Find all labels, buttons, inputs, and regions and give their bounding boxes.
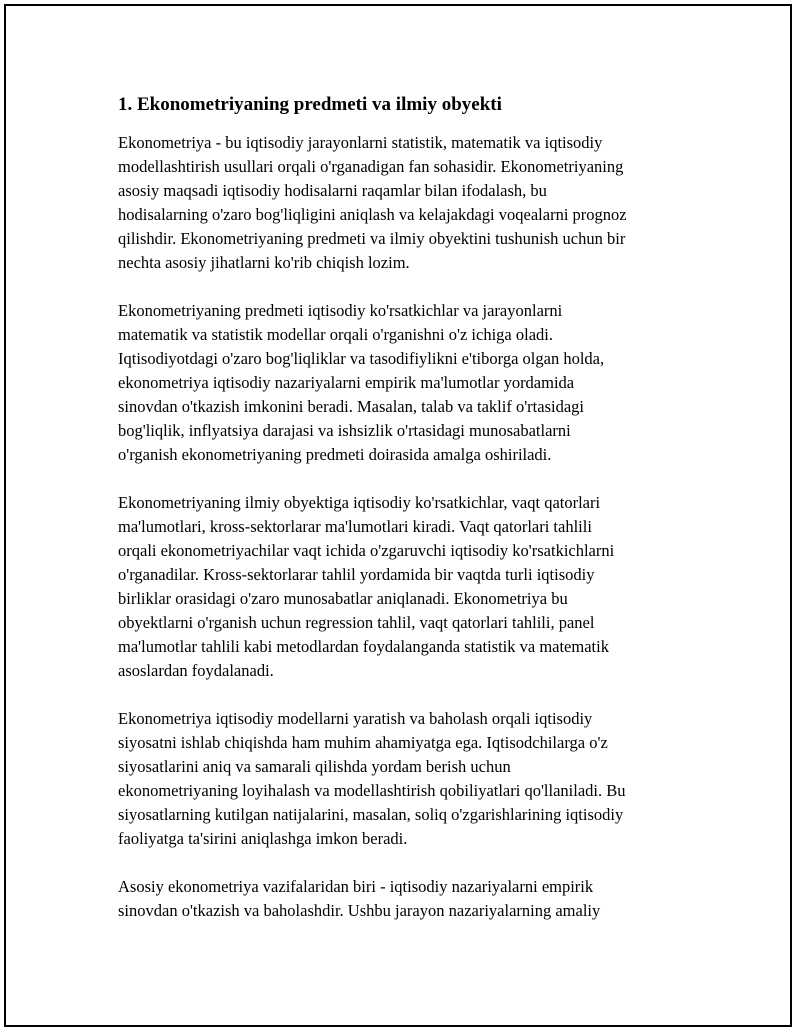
text-line: qilishdir. Ekonometriyaning predmeti va ilmiy obyektini tushunish uchun bir: [118, 229, 626, 248]
text-line: ma'lumotlar tahlili kabi metodlardan foydalanganda statistik va matematik: [118, 637, 609, 656]
text-line: nechta asosiy jihatlarni ko'rib chiqish lozim.: [118, 253, 410, 272]
text-line: Ekonometriya - bu iqtisodiy jarayonlarni statistik, matematik va iqtisodiy: [118, 133, 603, 152]
text-line: obyektlarni o'rganish uchun regression tahlil, vaqt qatorlari tahlili, panel: [118, 613, 595, 632]
text-line: ekonometriyaning loyihalash va modellashtirish qobiliyatlari qo'llaniladi. Bu: [118, 781, 626, 800]
text-line: matematik va statistik modellar orqali o'rganishni o'z ichiga oladi.: [118, 325, 553, 344]
text-line: bog'liqlik, inflyatsiya darajasi va ishsizlik o'rtasidagi munosabatlarni: [118, 421, 571, 440]
text-line: orqali ekonometriyachilar vaqt ichida o'zgaruvchi iqtisodiy ko'rsatkichlarni: [118, 541, 615, 560]
text-line: siyosatlarning kutilgan natijalarini, masalan, soliq o'zgarishlarining iqtisodiy: [118, 805, 624, 824]
text-line: modellashtirish usullari orqali o'rganadigan fan sohasidir. Ekonometriyaning: [118, 157, 624, 176]
text-line: ekonometriya iqtisodiy nazariyalarni empirik ma'lumotlar yordamida: [118, 373, 575, 392]
text-line: o'rganadilar. Kross-sektorlarar tahlil yordamida bir vaqtda turli iqtisodiy: [118, 565, 595, 584]
text-line: ma'lumotlari, kross-sektorlarar ma'lumotlari kiradi. Vaqt qatorlari tahlili: [118, 517, 592, 536]
text-line: faoliyatga ta'sirini aniqlashga imkon beradi.: [118, 829, 408, 848]
paragraph-1: [118, 131, 698, 275]
section-heading: 1. Ekonometriyaning predmeti va ilmiy obyekti: [118, 94, 502, 115]
paragraph-5: [118, 875, 698, 923]
text-line: siyosatni ishlab chiqishda ham muhim ahamiyatga ega. Iqtisodchilarga o'z: [118, 733, 608, 752]
text-line: hodisalarning o'zaro bog'liqligini aniqlash va kelajakdagi voqealarni prognoz: [118, 205, 627, 224]
text-line: asosiy maqsadi iqtisodiy hodisalarni raqamlar bilan ifodalash, bu: [118, 181, 547, 200]
text-line: siyosatlarini aniq va samarali qilishda yordam berish uchun: [118, 757, 511, 776]
paragraph-4: [118, 707, 698, 851]
text-line: sinovdan o'tkazish imkonini beradi. Masalan, talab va taklif o'rtasidagi: [118, 397, 584, 416]
text-line: Ekonometriyaning predmeti iqtisodiy ko'rsatkichlar va jarayonlarni: [118, 301, 563, 320]
text-line: asoslardan foydalanadi.: [118, 661, 274, 680]
paragraph-3: [118, 491, 698, 683]
text-line: birliklar orasidagi o'zaro munosabatlar aniqlanadi. Ekonometriya bu: [118, 589, 568, 608]
text-line: Iqtisodiyotdagi o'zaro bog'liqliklar va tasodifiylikni e'tiborga olgan holda,: [118, 349, 605, 368]
paragraph-2: [118, 299, 698, 467]
text-line: Asosiy ekonometriya vazifalaridan biri - iqtisodiy nazariyalarni empirik: [118, 877, 594, 896]
text-line: Ekonometriya iqtisodiy modellarni yaratish va baholash orqali iqtisodiy: [118, 709, 593, 728]
text-line: Ekonometriyaning ilmiy obyektiga iqtisodiy ko'rsatkichlar, vaqt qatorlari: [118, 493, 601, 512]
text-line: o'rganish ekonometriyaning predmeti doirasida amalga oshiriladi.: [118, 445, 552, 464]
document-body: [118, 92, 698, 947]
text-line: sinovdan o'tkazish va baholashdir. Ushbu jarayon nazariyalarning amaliy: [118, 901, 601, 920]
